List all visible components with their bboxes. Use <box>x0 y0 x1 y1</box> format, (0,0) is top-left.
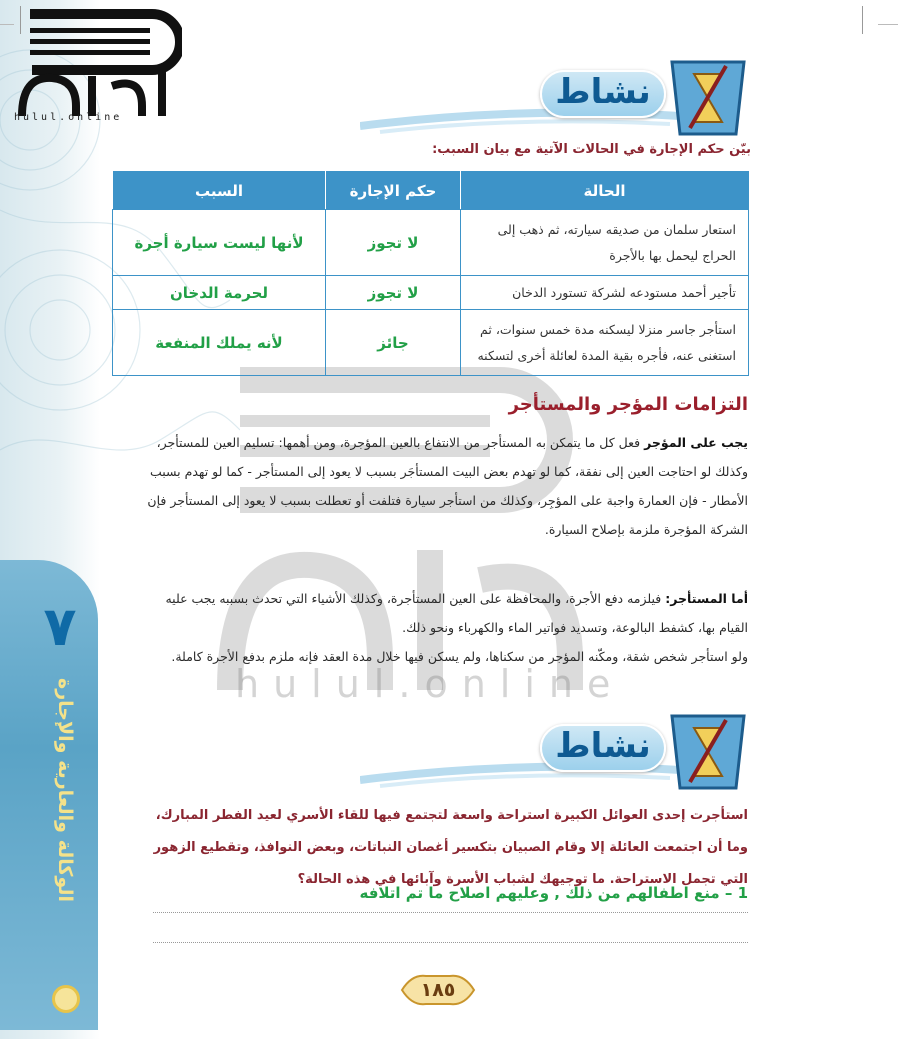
ruling-table <box>112 171 749 376</box>
chapter-title: الوكالة والعارية والإجارة <box>54 678 76 902</box>
header-reason: السبب <box>113 172 326 210</box>
table-row <box>113 310 749 376</box>
lessee-text: فيلزمه دفع الأجرة، والمحافظة على العين المستأجرة، وكذلك الأشياء التي تحدث بسببه يجب عليه القيام بها، كشفط البالوعة، وتسديد فواتير الماء والكهرباء ونحو ذلك. <box>165 591 748 635</box>
case-cell: استأجر جاسر منزلا ليسكنه مدة خمس سنوات، ثم استغنى عنه، فأجره بقية المدة لعائلة أخرى لتسكنه <box>461 310 749 376</box>
student-answer: 1 – منع اطفالهم من ذلك , وعليهم اصلاح ما تم اتلافه <box>359 884 748 902</box>
watermark-domain: hulul.online <box>235 662 625 706</box>
ruling-cell: جائز <box>326 310 461 376</box>
reason-cell: لحرمة الدخان <box>113 276 326 310</box>
crop-mark <box>862 6 876 34</box>
activity-banner <box>430 58 750 138</box>
logo-domain: hulul.online <box>14 112 123 123</box>
lessor-lead: يجب على المؤجر <box>644 435 748 450</box>
activity-banner <box>430 712 750 792</box>
ruling-cell: لا تجوز <box>326 210 461 276</box>
chapter-number: ٧ <box>43 595 77 658</box>
corner-ornament <box>52 985 80 1013</box>
lessee-paragraph <box>138 584 748 642</box>
answer-line <box>153 912 748 913</box>
table-row <box>113 276 749 310</box>
header-ruling: حكم الإجارة <box>326 172 461 210</box>
top-crop-line <box>878 24 898 25</box>
reason-cell: لأنها ليست سيارة أجرة <box>113 210 326 276</box>
lessee-text-2: ولو استأجر شخص شقة، ومكّنه المؤجر من سكناها، ولم يسكن فيها خلال مدة العقد فإنه ملزم بدفع الأجرة كاملة. <box>171 649 748 664</box>
activity-label: نشاط <box>555 726 651 766</box>
table-header-row <box>113 172 749 210</box>
hourglass-quill-icon <box>666 712 750 792</box>
activity-label: نشاط <box>555 72 651 112</box>
lessor-paragraph <box>138 428 748 544</box>
ruling-cell: لا تجوز <box>326 276 461 310</box>
reason-cell: لأنه يملك المنفعة <box>113 310 326 376</box>
activity-instruction: بيّن حكم الإجارة في الحالات الآتية مع بيان السبب: <box>432 142 751 157</box>
table-row <box>113 210 749 276</box>
lessee-paragraph-2 <box>138 642 748 671</box>
lessee-lead: أما المستأجر: <box>665 591 748 606</box>
lessor-text: فعل كل ما يتمكن به المستأجر من الانتفاع بالعين المؤجرة، ومن أهمها: تسليم العين للمستأجر، وكذلك لو احتاجت العين إلى نفقة، كما لو تهدم بعض البيت المستأجَر بسبب لا يعود إلى المستأجر - كما لو تهدم بسبب الأمطار - فإن العمارة واجبة على المؤجِر، وكذلك من استأجر سيارة فتلفت أو تعطلت بسبب لا يعود إلى المستأجر فإن الشركة المؤجرة ملزمة بإصلاح السيارة. <box>147 435 748 537</box>
hulul-logo <box>12 6 182 126</box>
activity-question: استأجرت إحدى العوائل الكبيرة استراحة واسعة لتجتمع فيها للقاء الأسري لعيد الفطر المبارك، وما أن اجتمعت العائلة إلا وقام الصبيان بتكسير أغصان النباتات، وبعض النوافذ، وتقطيع الزهور التي تجمل الاستراحة. ما توجيهك لشباب الأسرة وآبائها في هذه الحالة؟ <box>153 808 748 887</box>
case-cell: تأجير أحمد مستودعه لشركة تستورد الدخان <box>461 276 749 310</box>
section-title: التزامات المؤجر والمستأجر <box>508 394 748 415</box>
hourglass-quill-icon <box>666 58 750 138</box>
header-case: الحالة <box>461 172 749 210</box>
page-number: ١٨٥ <box>420 979 456 1001</box>
case-cell: استعار سلمان من صديقه سيارته، ثم ذهب إلى الحراج ليحمل بها بالأجرة <box>461 210 749 276</box>
answer-line <box>153 942 748 943</box>
